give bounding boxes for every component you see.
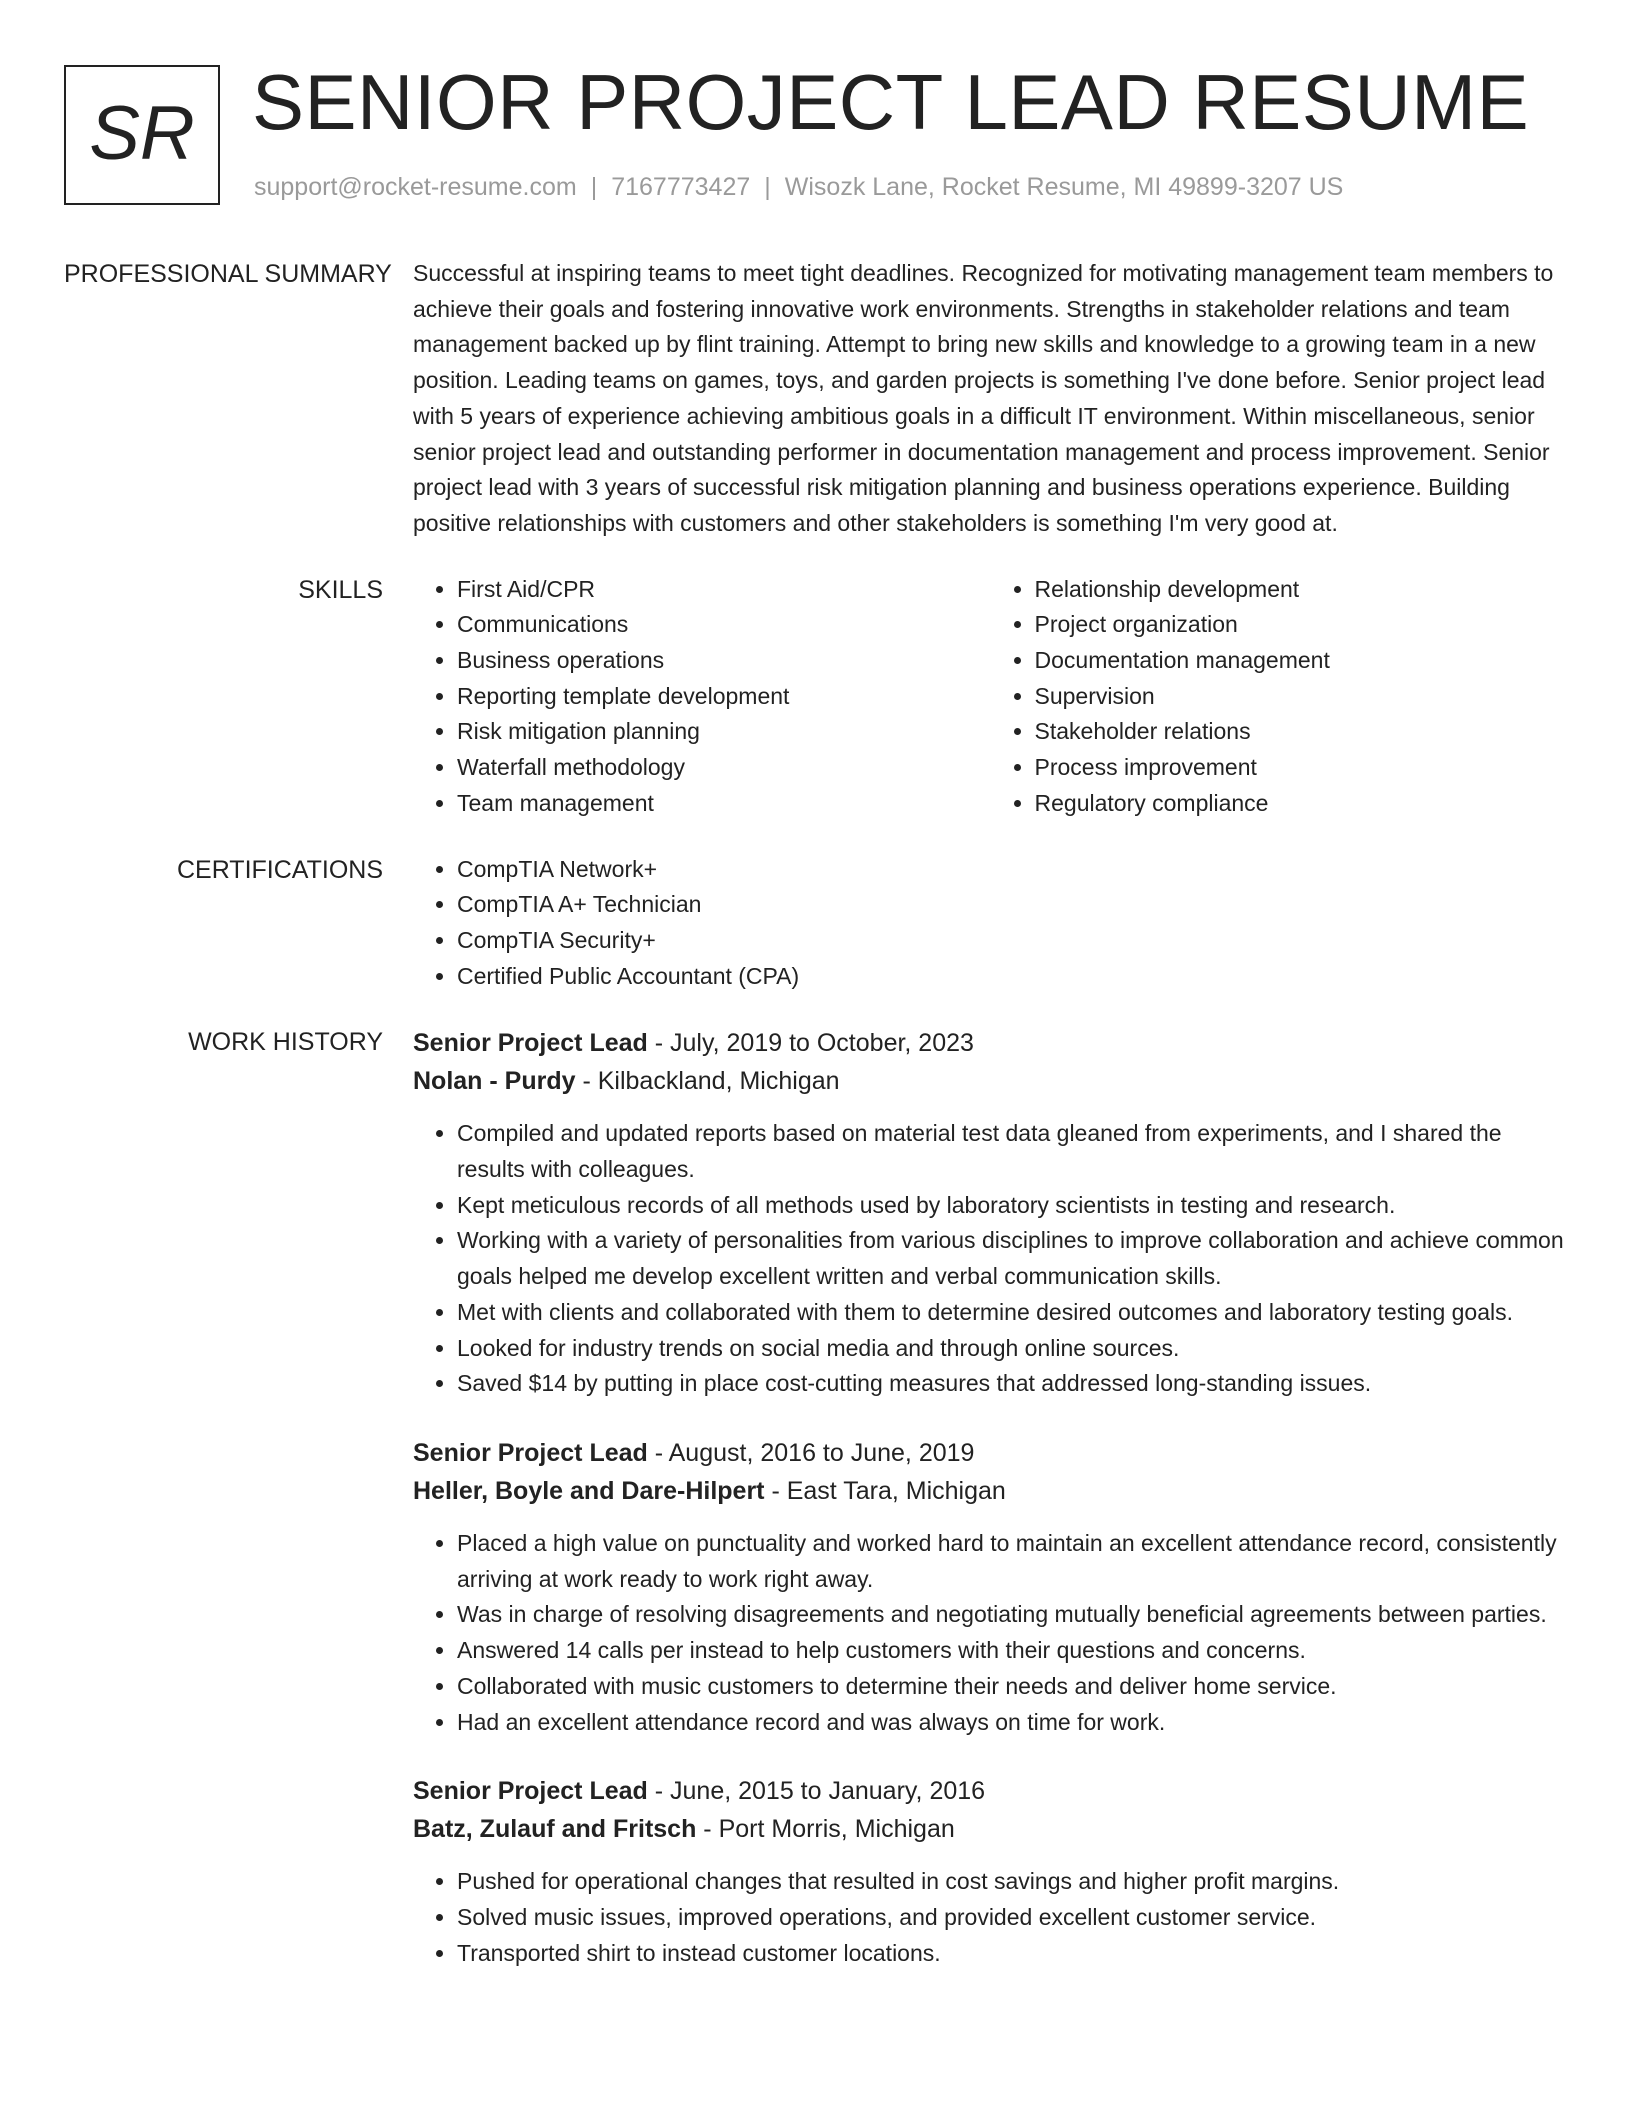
section-label-work-history: WORK HISTORY [188,1028,383,1057]
job-entry [413,1024,1568,1402]
job-location: - Kilbackland, Michigan [575,1067,840,1096]
job-bullet: • Collaborated with music customers to determine their needs and deliver home service. [457,1669,1568,1705]
resume-content [64,256,1568,2033]
skill-item: • Documentation management [1035,643,1569,679]
contact-line [254,173,1343,202]
certification-item: • CompTIA Network+ [457,852,1568,888]
skill-item: • Supervision [1035,679,1569,715]
job-location: - Port Morris, Michigan [696,1815,955,1844]
skill-item: • Project organization [1035,607,1569,643]
page-title: SENIOR PROJECT LEAD RESUME [252,58,1530,146]
job-entry [413,1434,1568,1740]
skill-item: • Regulatory compliance [1035,786,1569,822]
job-bullet: • Saved $14 by putting in place cost-cutting measures that addressed long-standing issues. [457,1366,1568,1402]
job-dates: - August, 2016 to June, 2019 [647,1438,975,1467]
job-bullet: • Pushed for operational changes that resulted in cost savings and higher profit margins. [457,1864,1568,1900]
job-company: Nolan - Purdy [413,1067,576,1096]
job-bullet: • Kept meticulous records of all methods used by laboratory scientists in testing and research. [457,1188,1568,1224]
job-dates: - July, 2019 to October, 2023 [647,1029,974,1058]
certifications-body [413,852,1568,995]
job-bullet: • Working with a variety of personalities from various disciplines to improve collaboration and achieve common goals helped me develop excellent written and verbal communication skills. [457,1223,1568,1294]
skill-item: • Waterfall methodology [457,750,991,786]
skills-body [413,572,1568,822]
job-bullet: • Had an excellent attendance record and was always on time for work. [457,1705,1568,1741]
summary-text: Successful at inspiring teams to meet tight deadlines. Recognized for motivating management team members to achieve their goals and fostering innovative work environments. Strengths in stakeholder relations and team management backed up by flint training. Attempt to bring new skills and knowledge to a growing team in a new position. Leading teams on games, toys, and garden projects is something I've done before. Senior project lead with 5 years of experience achieving ambitious goals in a difficult IT environment. Within miscellaneous, senior senior project lead and outstanding performer in documentation management and process improvement. Senior project lead with 3 years of successful risk mitigation planning and business operations experience. Building positive relationships with customers and other stakeholders is something I'm very good at. [413,260,1554,536]
job-company: Batz, Zulauf and Fritsch [413,1815,697,1844]
skill-item: • Stakeholder relations [1035,714,1569,750]
job-entry [413,1772,1568,1971]
certification-item: • CompTIA A+ Technician [457,887,1568,923]
section-label-summary: PROFESSIONAL SUMMARY [64,260,392,288]
skill-item: • First Aid/CPR [457,572,991,608]
skill-item: • Business operations [457,643,991,679]
job-bullet: • Transported shirt to instead customer locations. [457,1936,1568,1972]
skill-item: • Team management [457,786,991,822]
job-bullet: • Answered 14 calls per instead to help customers with their questions and concerns. [457,1633,1568,1669]
job-bullet: • Looked for industry trends on social media and through online sources. [457,1331,1568,1367]
job-bullet: • Was in charge of resolving disagreements and negotiating mutually beneficial agreements between parties. [457,1597,1568,1633]
summary-section [64,256,1568,542]
skill-item: • Reporting template development [457,679,991,715]
work-history-body [413,1024,1568,2003]
contact-separator: | [764,173,771,201]
job-bullet: • Solved music issues, improved operations, and provided excellent customer service. [457,1900,1568,1936]
skills-list-right [991,572,1569,822]
certification-item: • Certified Public Accountant (CPA) [457,959,1568,995]
job-company-line [413,1062,1568,1100]
job-title: Senior Project Lead [413,1438,648,1467]
certification-item: • CompTIA Security+ [457,923,1568,959]
job-bullet: • Compiled and updated reports based on material test data gleaned from experiments, and I shared the results with colleagues. [457,1116,1568,1187]
job-company-line [413,1472,1568,1510]
certifications-list [413,852,1568,995]
skill-item: • Communications [457,607,991,643]
skills-section [64,572,1568,822]
skill-item: • Risk mitigation planning [457,714,991,750]
job-bullets [413,1116,1568,1402]
job-bullet: • Met with clients and collaborated with them to determine desired outcomes and laboratory testing goals. [457,1295,1568,1331]
initials-logo-mark [82,85,202,185]
job-title: Senior Project Lead [413,1777,648,1806]
job-title-line [413,1772,1568,1810]
contact-phone: 7167773427 [611,173,751,201]
job-title: Senior Project Lead [413,1029,648,1058]
job-bullet: • Placed a high value on punctuality and worked hard to maintain an excellent attendance record, consistently arriving at work ready to work right away. [457,1526,1568,1597]
skills-list-left [413,572,991,822]
skill-item: • Process improvement [1035,750,1569,786]
job-title-line [413,1024,1568,1062]
section-label-skills: SKILLS [298,575,383,604]
job-dates: - June, 2015 to January, 2016 [647,1777,986,1806]
job-bullets [413,1864,1568,1971]
monogram-logo [64,65,220,205]
job-title-line [413,1434,1568,1472]
contact-address: Wisozk Lane, Rocket Resume, MI 49899-3207 US [784,173,1344,201]
job-location: - East Tara, Michigan [764,1476,1006,1505]
job-company-line [413,1810,1568,1848]
section-label-certifications: CERTIFICATIONS [176,855,383,884]
work-history-section [64,1024,1568,2003]
skill-item: • Relationship development [1035,572,1569,608]
job-company: Heller, Boyle and Dare-Hilpert [413,1476,765,1505]
summary-body [413,256,1568,542]
job-bullets [413,1526,1568,1740]
certifications-section [64,852,1568,995]
svg-text:SR: SR [89,91,195,176]
contact-separator: | [590,173,598,201]
contact-email: support@rocket-resume.com [254,173,577,201]
